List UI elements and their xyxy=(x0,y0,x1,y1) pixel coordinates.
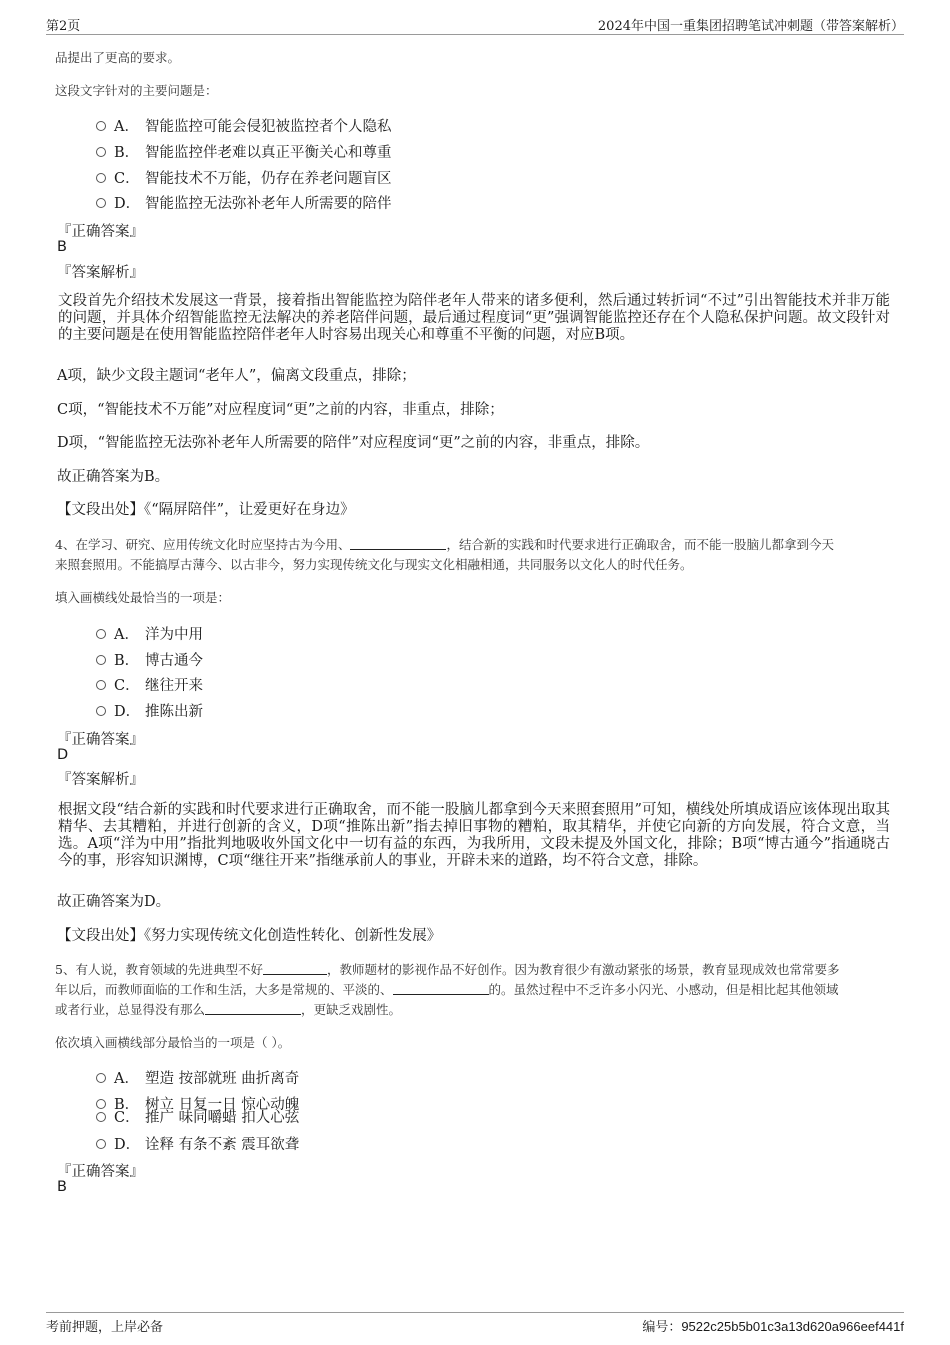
q3-source: 【文段出处】《“隔屏陪伴”，让爱更好在身边》 xyxy=(57,502,355,518)
q4-source: 【文段出处】《努力实现传统文化创造性转化、创新性发展》 xyxy=(57,928,442,944)
document-title: 2024年中国一重集团招聘笔试冲刺题（带答案解析） xyxy=(597,19,904,34)
q5-answer-label: 『正确答案』 xyxy=(57,1164,144,1180)
q5-prompt: 依次填入画横线部分最恰当的一项是（ ）。 xyxy=(55,1035,291,1050)
q5-stem-line1: 5、有人说，教育领域的先进典型不好 ，教师题材的影视作品不好创作。因为教育很少有激动紧张的场景，教育显现成效也常常要多 xyxy=(55,962,840,977)
q4-stem-line2: 来照套照用。不能搞厚古薄今、以古非今，努力实现传统文化与现实文化相融相通，共同服务以文化人的时代任务。 xyxy=(55,557,693,572)
radio-icon[interactable] xyxy=(96,680,106,690)
q3-answer-label: 『正确答案』 xyxy=(57,224,144,240)
radio-icon[interactable] xyxy=(96,1112,106,1122)
q4-analysis-label: 『答案解析』 xyxy=(57,772,144,788)
radio-icon[interactable] xyxy=(96,121,106,131)
radio-icon[interactable] xyxy=(96,706,106,716)
q3-analysis: 文段首先介绍技术发展这一背景，接着指出智能监控为陪伴老年人带来的诸多便利，然后通过转折词“不过”引出智能技术并非万能的问题，并具体介绍智能监控无法解决的养老陪伴问题，最后通过程度词“更”强调智能监控还存在个人隐私保护问题。故文段针对的主要问题是在使用智能监控陪伴老年人时容易出现关心和尊重不平衡的问题，对应B项。 xyxy=(58,293,890,343)
radio-icon[interactable] xyxy=(96,1139,106,1149)
footer-slogan: 考前押题，上岸必备 xyxy=(46,1320,164,1335)
q4-conclusion: 故正确答案为D。 xyxy=(57,894,171,910)
radio-icon[interactable] xyxy=(96,1073,106,1083)
q3-answer: B xyxy=(57,239,67,255)
q3-conclusion: 故正确答案为B。 xyxy=(57,469,170,485)
radio-icon[interactable] xyxy=(96,1099,106,1109)
fill-blank xyxy=(350,537,446,550)
document-code: 编号：9522c25b5b01c3a13d620a966eef441f xyxy=(642,1319,904,1335)
q3-note-d: D项，“智能监控无法弥补老年人所需要的陪伴”对应程度词“更”之前的内容，非重点，排除。 xyxy=(57,435,650,451)
q3-note-c: C项，“智能技术不万能”对应程度词“更”之前的内容，非重点，排除； xyxy=(57,402,504,418)
page-number: 第2页 xyxy=(46,19,81,34)
page-footer xyxy=(46,1312,904,1335)
q5-stem-line2: 年以后，而教师面临的工作和生活，大多是常规的、平淡的、 的。虽然过程中不乏许多小闪光、小感动，但是相比起其他领域 xyxy=(55,982,839,997)
radio-icon[interactable] xyxy=(96,173,106,183)
q3-note-a: A项，缺少文段主题词“老年人”，偏离文段重点，排除； xyxy=(57,368,416,384)
fill-blank xyxy=(205,1002,301,1015)
radio-icon[interactable] xyxy=(96,147,106,157)
radio-icon[interactable] xyxy=(96,655,106,665)
q4-analysis: 根据文段“结合新的实践和时代要求进行正确取舍，而不能一股脑儿都拿到今天来照套照用”可知，横线处所填成语应该体现出取其精华、去其糟粕，并进行创新的含义，D项“推陈出新”指去掉旧事物的糟粕，取其精华，并使它向新的方向发展，符合文意，当选。A项“洋为中用”指批判地吸收外国文化中一切有益的东西，为我所用，文段未提及外国文化，排除；B项“博古通今”指通晓古今的事，形容知识渊博，C项“继往开来”指继承前人的事业，开辟未来的道路，均不符合文意，排除。 xyxy=(58,802,890,869)
fill-blank xyxy=(263,962,327,975)
q4-answer: D xyxy=(57,747,69,763)
q3-prompt: 这段文字针对的主要问题是： xyxy=(55,83,218,98)
q4-prompt: 填入画横线处最恰当的一项是： xyxy=(55,590,231,605)
q5-stem-line3: 或者行业，总显得没有那么 ，更缺乏戏剧性。 xyxy=(55,1002,402,1017)
q4-answer-label: 『正确答案』 xyxy=(57,732,144,748)
q3-stem-tail: 品提出了更高的要求。 xyxy=(55,50,181,65)
q3-analysis-label: 『答案解析』 xyxy=(57,265,144,281)
fill-blank xyxy=(393,982,489,995)
q5-answer: B xyxy=(57,1179,67,1195)
q4-stem-line1: 4、在学习、研究、应用传统文化时应坚持古为今用、 ，结合新的实践和时代要求进行正确取舍，而不能一股脑儿都拿到今天 xyxy=(55,537,834,552)
radio-icon[interactable] xyxy=(96,629,106,639)
page-header xyxy=(46,12,904,35)
radio-icon[interactable] xyxy=(96,198,106,208)
